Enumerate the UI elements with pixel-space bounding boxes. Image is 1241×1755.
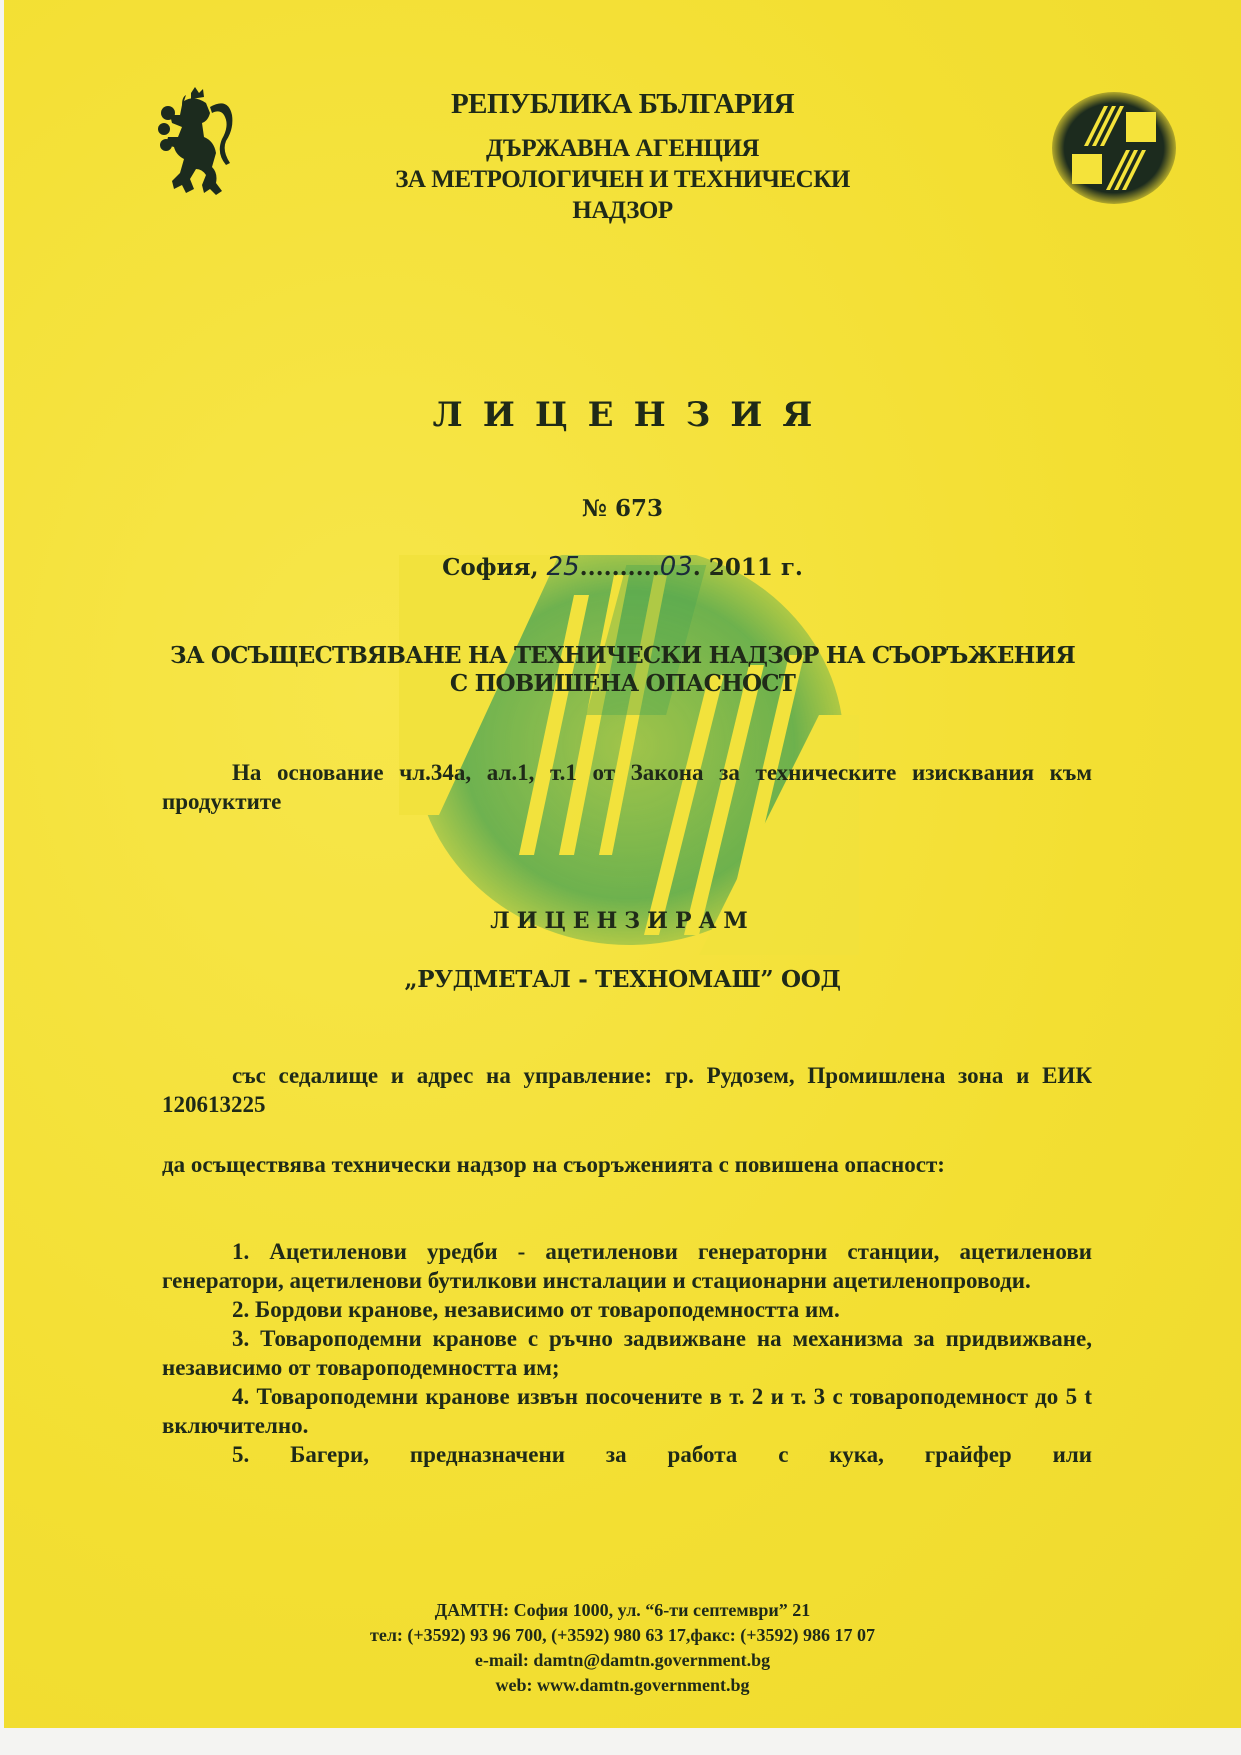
damtn-watermark-icon [399, 555, 859, 955]
agency-heading [4, 133, 1241, 226]
agency-line-2: ЗА МЕТРОЛОГИЧЕН И ТЕХНИЧЕСКИ [395, 166, 850, 193]
scope-item-2: 2. Бордови кранове, независимо от товароподемността им. [232, 1297, 840, 1322]
company-name: „РУДМЕТАЛ - ТЕХНОМАШ” ООД [404, 966, 841, 993]
handwritten-day: 25 [546, 552, 580, 582]
date-year: . 2011 г. [692, 554, 803, 581]
footer-phones: тел: (+3592) 93 96 700, (+3592) 980 63 17,факс: (+3592) 986 17 07 [369, 1625, 876, 1645]
handwritten-month: 03 [659, 552, 693, 582]
country-heading: РЕПУБЛИКА БЪЛГАРИЯ [450, 88, 795, 120]
footer-address: ДАМТН: София 1000, ул. “6-ти септември” 21 [434, 1600, 811, 1620]
company-seat: със седалище и адрес на управление: гр. Рудозем, Промишлена зона и ЕИК 120613225 [162, 1063, 1092, 1117]
scope-item-4: 4. Товароподемни кранове извън посочените в т. 2 и т. 3 с товароподемност до 5 t включително. [162, 1384, 1092, 1438]
agency-footer [4, 1598, 1241, 1698]
document-title: ЛИЦЕНЗИЯ [432, 395, 833, 435]
license-number: № 673 [581, 495, 664, 522]
agency-line-3: НАДЗОР [572, 197, 673, 224]
city-label: София, [442, 554, 547, 581]
licensing-heading: ЛИЦЕНЗИРАМ [490, 908, 755, 934]
legal-basis: На основание чл.34а, ал.1, т.1 от Закона за техническите изисквания към продуктите [162, 760, 1092, 814]
license-page [4, 0, 1241, 1728]
footer-web[interactable]: web: www.damtn.government.bg [495, 1675, 750, 1695]
footer-email[interactable]: e-mail: damtn@damtn.government.bg [474, 1650, 771, 1670]
scope-intro: да осъществява технически надзор на съоръженията с повишена опасност: [162, 1152, 945, 1177]
scope-item-1: 1. Ацетиленови уредби - ацетиленови генераторни станции, ацетиленови генератори, ацетиленови бутилкови инсталации и стационарни ацетиленопроводи. [162, 1239, 1092, 1293]
date-dots: .......... [579, 554, 660, 581]
scope-item-5: 5. Багери, предназначени за работа с кука, грайфер или [232, 1442, 1092, 1467]
scope-list [162, 1237, 1092, 1469]
place-date [4, 552, 1241, 582]
license-subject [4, 642, 1241, 698]
agency-line-1: ДЪРЖАВНА АГЕНЦИЯ [486, 135, 759, 162]
scope-item-3: 3. Товароподемни кранове с ръчно задвижване на механизма за придвижване, независимо от товароподемността им; [162, 1326, 1092, 1380]
subject-line-1: ЗА ОСЪЩЕСТВЯВАНЕ НА ТЕХНИЧЕСКИ НАДЗОР НА СЪОРЪЖЕНИЯ [169, 642, 1076, 669]
subject-line-2: С ПОВИШЕНА ОПАСНОСТ [449, 670, 796, 697]
